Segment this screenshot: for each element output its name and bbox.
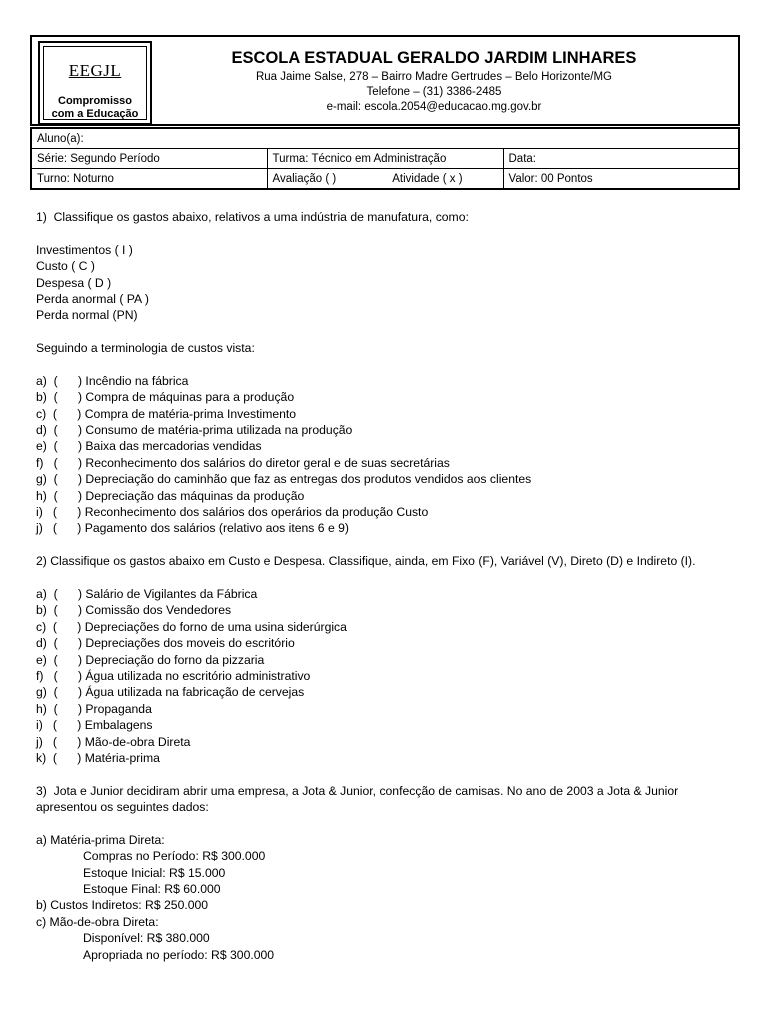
serie-field: Série: Segundo Período (31, 149, 267, 169)
question-3-intro-cont: apresentou os seguintes dados: (36, 800, 209, 815)
school-address: Rua Jaime Salse, 278 – Bairro Madre Gertrudes – Belo Horizonte/MG (255, 71, 613, 83)
turma-field: Turma: Técnico em Administração (267, 149, 503, 169)
spacer (36, 225, 736, 241)
question-2-item[interactable]: i) ( ) Embalagens (36, 718, 153, 733)
question-1-item[interactable]: e) ( ) Baixa das mercadorias vendidas (36, 439, 262, 454)
question-1-item[interactable]: h) ( ) Depreciação das máquinas da produção (36, 488, 305, 503)
q3-custos-indiretos: b) Custos Indiretos: R$ 250.000 (36, 898, 209, 913)
school-name: ESCOLA ESTADUAL GERALDO JARDIM LINHARES (231, 49, 637, 67)
logo-motto (44, 95, 146, 121)
question-1-item[interactable]: f) ( ) Reconhecimento dos salários do diretor geral e de suas secretárias (36, 455, 450, 470)
q3-compras: Compras no Período: R$ 300.000 (83, 849, 266, 864)
turno-field: Turno: Noturno (31, 169, 267, 190)
question-2-item[interactable]: a) ( ) Salário de Vigilantes da Fábrica (36, 586, 258, 601)
logo-frame (43, 46, 147, 120)
exercise-content (36, 209, 736, 963)
q3-estoque-inicial: Estoque Inicial: R$ 15.000 (83, 865, 226, 880)
question-2-item[interactable]: b) ( ) Comissão dos Vendedores (36, 603, 232, 618)
aluno-field[interactable]: Aluno(a): (31, 128, 739, 149)
question-1-item[interactable]: i) ( ) Reconhecimento dos salários dos operários da produção Custo (36, 505, 429, 520)
data-field[interactable]: Data: (503, 149, 739, 169)
logo-text: EEGJL (68, 61, 122, 80)
spacer (36, 357, 736, 373)
category-custo: Custo ( C ) (36, 259, 95, 274)
school-email: e-mail: escola.2054@educacao.mg.gov.br (326, 101, 542, 113)
question-2-item[interactable]: e) ( ) Depreciação do forno da pizzaria (36, 652, 265, 667)
question-1-intro: 1) Classifique os gastos abaixo, relativos a uma indústria de manufatura, como: (36, 210, 469, 224)
logo-motto-line-1: Compromisso (58, 95, 132, 107)
spacer (36, 324, 736, 340)
q3-mao-de-obra-title: c) Mão-de-obra Direta: (36, 914, 159, 929)
avaliacao-atividade-cell (267, 169, 503, 190)
q3-materia-prima-title: a) Matéria-prima Direta: (36, 832, 165, 847)
school-phone: Telefone – (31) 3386-2485 (366, 86, 502, 98)
category-perda-anormal: Perda anormal ( PA ) (36, 291, 149, 306)
question-1-item[interactable]: g) ( ) Depreciação do caminhão que faz as entregas dos produtos vendidos aos clientes (36, 472, 532, 487)
info-row-serie (31, 149, 739, 169)
question-2-item[interactable]: c) ( ) Depreciações do forno de uma usina siderúrgica (36, 619, 347, 634)
avaliacao-field[interactable]: Avaliação ( ) (272, 172, 337, 185)
question-1-item[interactable]: a) ( ) Incêndio na fábrica (36, 373, 189, 388)
q3-disponivel: Disponível: R$ 380.000 (83, 931, 210, 946)
question-2-item[interactable]: d) ( ) Depreciações dos moveis do escritório (36, 636, 295, 651)
question-1-item[interactable]: d) ( ) Consumo de matéria-prima utilizada na produção (36, 423, 353, 438)
question-2-item[interactable]: k) ( ) Matéria-prima (36, 750, 160, 765)
category-despesa: Despesa ( D ) (36, 275, 112, 290)
q3-apropriada: Apropriada no período: R$ 300.000 (83, 947, 275, 962)
question-1-lead: Seguindo a terminologia de custos vista: (36, 341, 255, 356)
spacer (36, 537, 736, 553)
question-3-intro: 3) Jota e Junior decidiram abrir uma empresa, a Jota & Junior, confecção de camisas. No ano de 2003 a Jota & Junior (36, 783, 679, 798)
q3-estoque-final: Estoque Final: R$ 60.000 (83, 882, 221, 897)
info-row-aluno (31, 128, 739, 149)
info-row-turno (31, 169, 739, 190)
question-2-item[interactable]: j) ( ) Mão-de-obra Direta (36, 734, 191, 749)
question-2-item[interactable]: f) ( ) Água utilizada no escritório administrativo (36, 668, 311, 683)
question-1-item[interactable]: b) ( ) Compra de máquinas para a produção (36, 390, 295, 405)
valor-field: Valor: 00 Pontos (503, 169, 739, 190)
question-1-item[interactable]: j) ( ) Pagamento dos salários (relativo aos itens 6 e 9) (36, 521, 349, 536)
question-2-item[interactable]: g) ( ) Água utilizada na fabricação de cervejas (36, 685, 305, 700)
school-header (30, 35, 740, 126)
spacer (36, 766, 736, 782)
question-1-item[interactable]: c) ( ) Compra de matéria-prima Investimento (36, 406, 297, 421)
school-logo (38, 41, 152, 125)
spacer (36, 570, 736, 586)
logo-motto-line-2: com a Educação (51, 108, 139, 120)
question-2-item[interactable]: h) ( ) Propaganda (36, 701, 152, 716)
spacer (36, 815, 736, 831)
atividade-field[interactable]: Atividade ( x ) (392, 172, 463, 185)
question-2-intro: 2) Classifique os gastos abaixo em Custo e Despesa. Classifique, ainda, em Fixo (F), Variável (V), Direto (D) e Indireto (I). (36, 554, 696, 569)
category-investimentos: Investimentos ( I ) (36, 242, 133, 257)
category-perda-normal: Perda normal (PN) (36, 308, 138, 323)
student-info-table (30, 127, 740, 190)
